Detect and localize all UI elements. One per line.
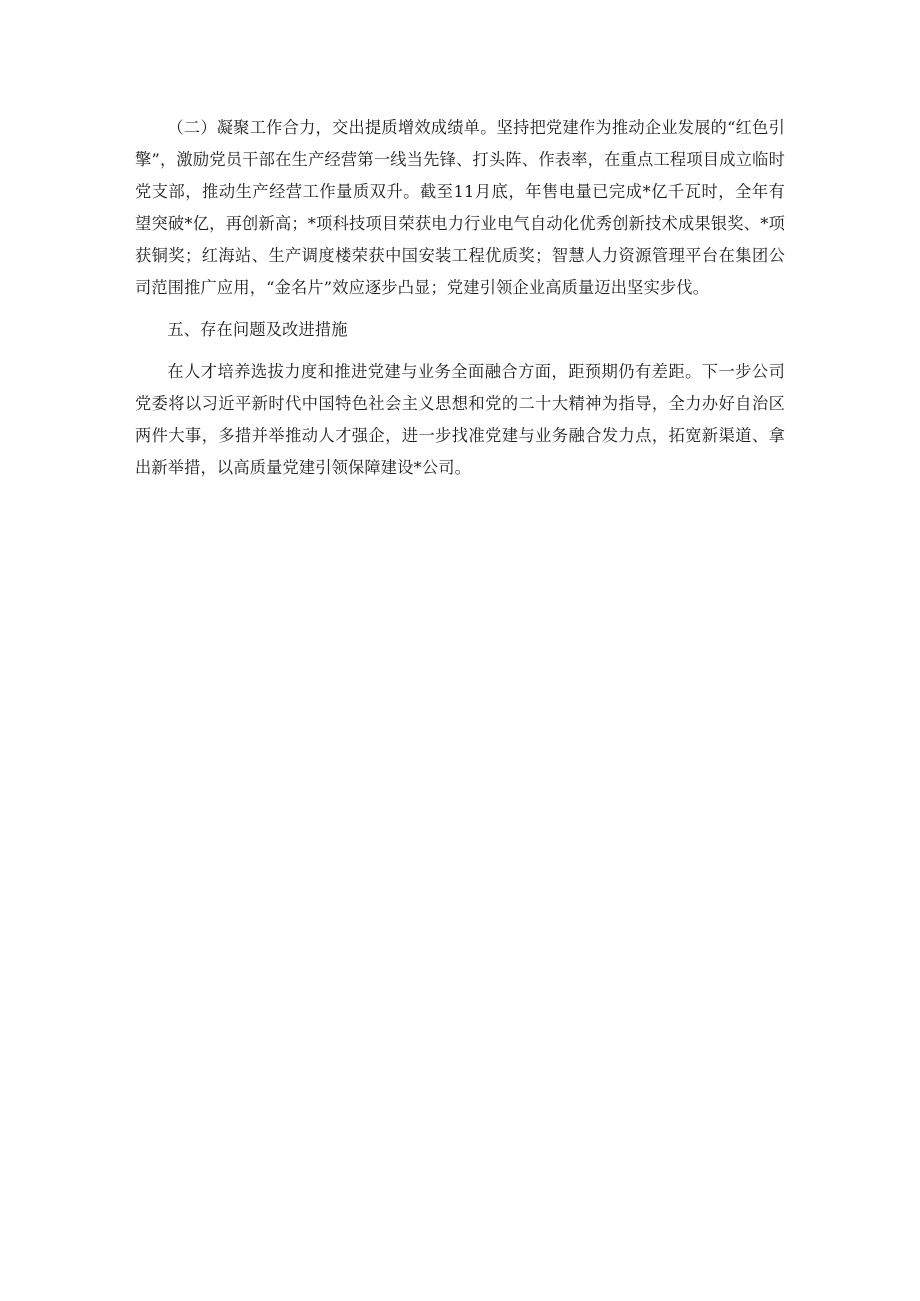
paragraph-improvements: 在人才培养选拔力度和推进党建与业务全面融合方面，距预期仍有差距。下一步公司党委将以习近平新时代中国特色社会主义思想和党的二十大精神为指导，全力办好自治区两件大事，多措并举推动人才强企，进一步找准党建与业务融合发力点，拓宽新渠道、拿出新举措，以高质量党建引领保障建设*公司。 bbox=[135, 362, 785, 477]
paragraph-achievements: （二）凝聚工作合力，交出提质增效成绩单。坚持把党建作为推动企业发展的“红色引擎”，激励党员干部在生产经营第一线当先锋、打头阵、作表率，在重点工程项目成立临时党支部，推动生产经营工作量质双升。截至11月底，年售电量已完成*亿千瓦时，全年有望突破*亿，再创新高；*项科技项目荣获电力行业电气自动化优秀创新技术成果银奖、*项获铜奖；红海站、生产调度楼荣获中国安装工程优质奖；智慧人力资源管理平台在集团公司范围推广应用，“金名片”效应逐步凸显；党建引领企业高质量迈出坚实步伐。 bbox=[135, 118, 785, 297]
section-heading-problems: 五、存在问题及改进措施 bbox=[167, 320, 348, 339]
document-body bbox=[135, 112, 785, 484]
